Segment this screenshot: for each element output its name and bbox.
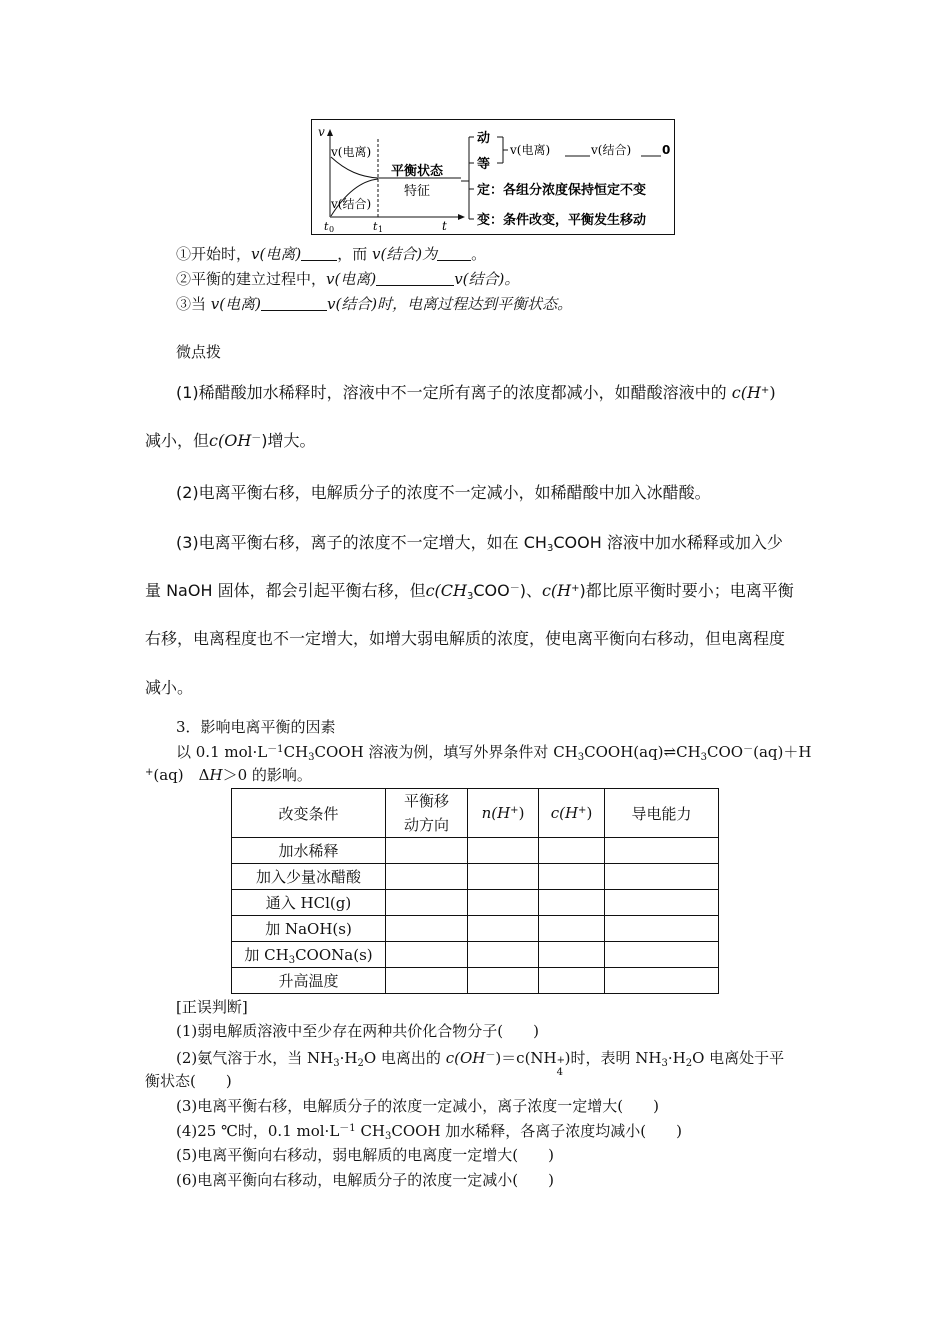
section-3-title: 3．影响电离平衡的因素 [176,718,336,736]
blank-1[interactable] [301,246,337,261]
table-row [232,916,719,942]
tip-1-line-2: 减小，但c(OH－)增大。 [145,431,316,450]
answer-cell[interactable] [468,890,539,916]
section-3-line-1: 以 0.1 $mol\cdot L^{-1}CH_3COOH$ 溶液为例，填写外界条件对 $CH_3COOH(aq)\rightleftharpoons CH_3COO^-(aq)+H$ [176,743,812,763]
row-condition: 通入 HCl(g) [232,890,386,916]
answer-cell[interactable] [386,916,468,942]
table-row [232,864,719,890]
section-3-line-2: +(aq) ΔH＞0 的影响。 [145,766,312,784]
answer-cell[interactable] [539,942,605,968]
table-row [232,942,719,968]
blank-2[interactable] [437,246,471,261]
answer-cell[interactable] [605,838,719,864]
row-condition: 升高温度 [232,968,386,994]
answer-cell[interactable] [468,968,539,994]
curve-combination-label: v(结合) [331,197,372,211]
tip-3-line-3: 右移，电离程度也不一定增大，如增大弱电解质的浓度，使电离平衡向右移动，但电离程度 [145,629,786,648]
answer-cell[interactable] [386,942,468,968]
blank-3[interactable] [376,271,454,286]
tip-3-line-2: 量 NaOH 固体，都会引起平衡右移，但$c(CH_3COO^-)$、c(H+)都比原平衡时要小；电离平衡 [145,581,794,602]
center-label-2: 特征 [404,184,431,199]
answer-cell[interactable] [605,916,719,942]
answer-cell[interactable] [605,942,719,968]
tip-1-line-1: (1)稀醋酸加水稀释时，溶液中不一定所有离子的浓度都减小，如醋酸溶液中的 c(H+) [176,383,776,402]
table-row [232,838,719,864]
row-condition: 加 NaOH(s) [232,916,386,942]
answer-cell[interactable] [605,864,719,890]
judge-2-line-2: 衡状态( ) [145,1072,232,1090]
header-direction: 平衡移 动方向 [386,789,468,838]
judge-6: (6)电离平衡向右移动，电解质分子的浓度一定减小( ) [176,1171,554,1189]
table-header-row [232,789,719,838]
axis-t-label: t [442,219,447,233]
equilibrium-diagram [311,119,675,235]
judge-5: (5)电离平衡向右移动，弱电解质的电离度一定增大( ) [176,1146,554,1164]
answer-cell[interactable] [539,864,605,890]
t1-label: t [373,220,378,233]
judge-2-line-1: (2)氨气溶于水，当 $NH_3\cdot H_2O$ 电离出的 c(OH－)＝c(NH + 4 )时，表明 $NH_3\cdot H_2O$ 电离处于平 [176,1049,785,1078]
blank-4[interactable] [261,296,327,311]
judge-3: (3)电离平衡右移，电解质分子的浓度一定减小，离子浓度一定增大( ) [176,1097,659,1115]
answer-cell[interactable] [386,890,468,916]
feature-bian: 变：条件改变，平衡发生移动 [477,213,647,228]
answer-cell[interactable] [539,890,605,916]
judge-title: [正误判断] [176,998,248,1016]
answer-cell[interactable] [539,838,605,864]
header-n-h: n(H+) [468,789,539,838]
question-1: ①开始时，v(电离) ，而 v(结合)为 。 [176,245,487,263]
answer-cell[interactable] [539,968,605,994]
header-conductivity: 导电能力 [605,789,719,838]
answer-cell[interactable] [386,864,468,890]
answer-cell[interactable] [468,864,539,890]
question-3: ③当 v(电离) v(结合)时，电离过程达到平衡状态。 [176,295,573,313]
judge-1: (1)弱电解质溶液中至少存在两种共价化合物分子( ) [176,1022,539,1040]
feature-eq-left: v(电离) [510,143,551,157]
axis-v-label: v [318,125,325,139]
feature-eq-zero: 0 [662,143,671,157]
curve-ionization-label: v(电离) [331,145,372,159]
row-condition: 加入少量冰醋酸 [232,864,386,890]
answer-cell[interactable] [468,942,539,968]
answer-cell[interactable] [605,968,719,994]
tip-3-line-4: 减小。 [145,678,194,697]
t1-sub: 1 [378,225,384,234]
feature-eq-mid: v(结合) [591,143,632,157]
header-condition: 改变条件 [232,789,386,838]
conditions-table [231,788,719,994]
tip-2: (2)电离平衡右移，电解质分子的浓度不一定减小，如稀醋酸中加入冰醋酸。 [176,483,711,502]
feature-ding: 定：各组分浓度保持恒定不变 [477,183,647,198]
judge-4: (4)25 ℃时，0.1 $mol\cdot L^{-1}$ $CH_3COOH$ 加水稀释，各离子浓度均减小( ) [176,1122,683,1142]
header-c-h: c(H+) [539,789,605,838]
answer-cell[interactable] [468,838,539,864]
feature-dong: 动 [477,131,491,146]
t0-sub: 0 [329,225,335,234]
tip-title: 微点拨 [176,343,222,361]
table-row [232,890,719,916]
answer-cell[interactable] [605,890,719,916]
answer-cell[interactable] [468,916,539,942]
answer-cell[interactable] [539,916,605,942]
center-label-1: 平衡状态 [391,164,444,179]
tip-3-line-1: (3)电离平衡右移，离子的浓度不一定增大，如在 $CH_3COOH$ 溶液中加水稀释或加入少 [176,533,783,554]
table-row [232,968,719,994]
row-condition: 加水稀释 [232,838,386,864]
feature-deng: 等 [477,157,491,172]
t0-label: t [324,220,329,233]
answer-cell[interactable] [386,838,468,864]
question-2: ②平衡的建立过程中，v(电离) v(结合)。 [176,270,520,288]
row-condition: 加 $CH_3COONa(s)$ [232,942,386,968]
answer-cell[interactable] [386,968,468,994]
